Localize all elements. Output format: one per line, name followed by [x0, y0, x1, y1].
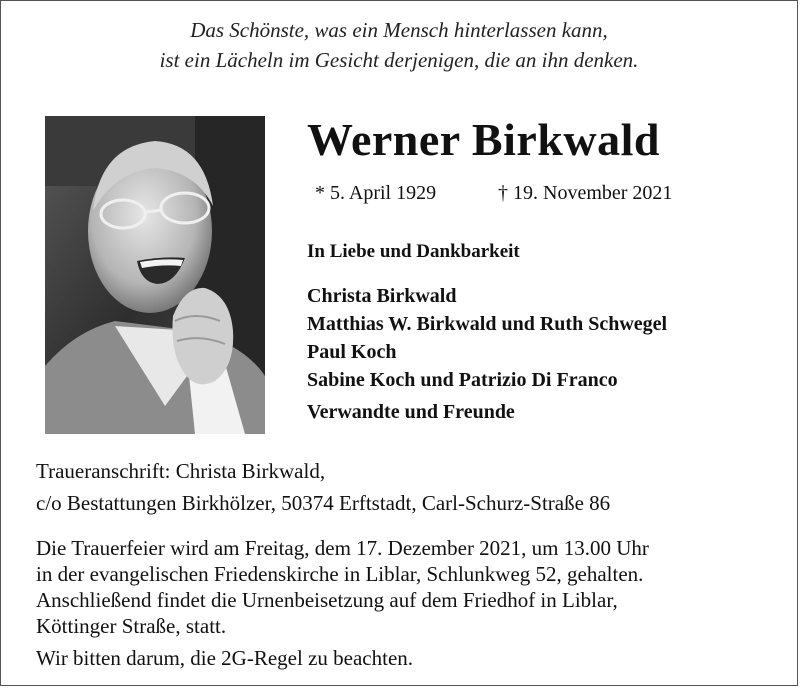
death-date: † 19. November 2021	[498, 182, 673, 204]
quote-line-2: ist ein Lächeln im Gesicht derjenigen, die an ihn denken.	[159, 48, 639, 72]
mourner-item: Christa Birkwald	[307, 285, 457, 307]
mourners-list	[307, 282, 667, 394]
mourning-address	[36, 455, 610, 519]
ceremony-details	[36, 535, 796, 639]
covid-rule-note: Wir bitten darum, die 2G-Regel zu beachten.	[36, 646, 414, 670]
ceremony-line: in der evangelischen Friedenskirche in Liblar, Schlunkweg 52, gehalten.	[36, 562, 644, 586]
mourner-item: Paul Koch	[307, 341, 397, 363]
address-line-2: c/o Bestattungen Birkhölzer, 50374 Erftstadt, Carl-Schurz-Straße 86	[36, 491, 611, 515]
address-line-1: Traueranschrift: Christa Birkwald,	[36, 459, 326, 483]
ceremony-line: Die Trauerfeier wird am Freitag, dem 17. Dezember 2021, um 13.00 Uhr	[36, 536, 649, 560]
deceased-name: Werner Birkwald	[307, 114, 660, 165]
memorial-quote	[1, 15, 797, 75]
ceremony-line: Köttinger Straße, statt.	[36, 614, 227, 638]
mourner-item: Sabine Koch und Patrizio Di Franco	[307, 369, 618, 391]
ceremony-line: Anschließend findet die Urnenbeisetzung auf dem Friedhof in Liblar,	[36, 588, 618, 612]
relatives-line: Verwandte und Freunde	[307, 401, 515, 423]
quote-line-1: Das Schönste, was ein Mensch hinterlassen kann,	[190, 18, 608, 42]
portrait-photo	[45, 116, 265, 434]
portrait-illustration	[45, 116, 265, 434]
mourner-item: Matthias W. Birkwald und Ruth Schwegel	[307, 313, 668, 335]
thanks-line: In Liebe und Dankbarkeit	[307, 241, 520, 262]
birth-date: * 5. April 1929	[315, 182, 437, 204]
